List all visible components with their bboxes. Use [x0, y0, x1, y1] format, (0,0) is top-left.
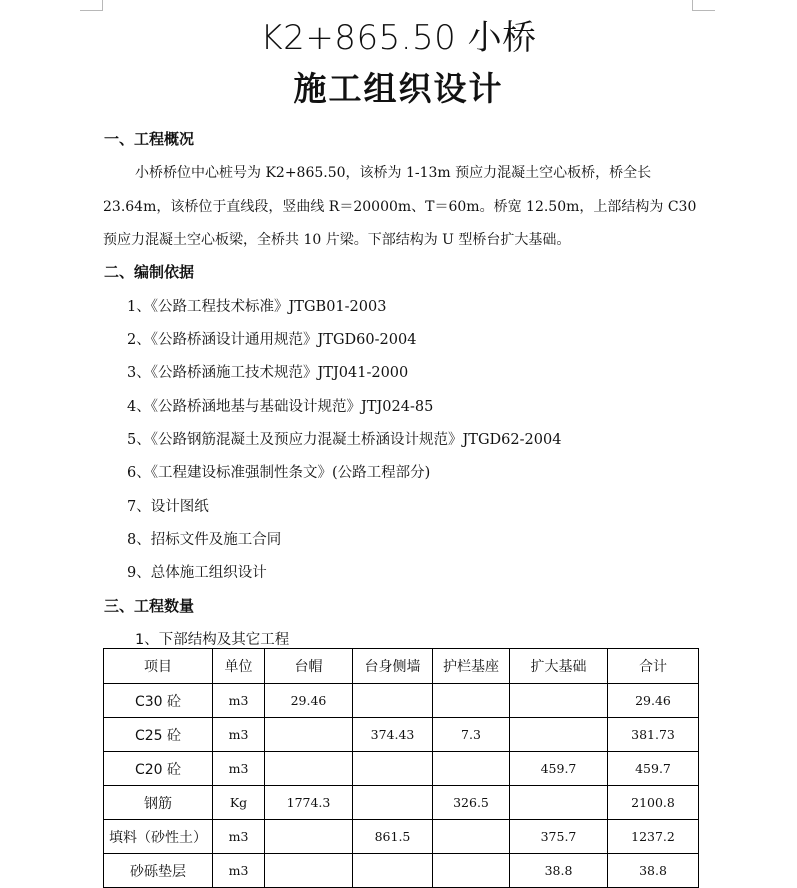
row-unit: m3 [213, 718, 265, 752]
quantities-table [103, 648, 699, 888]
table-row [104, 820, 699, 854]
row-foundation [510, 786, 608, 820]
header-foundation: 扩大基础 [510, 649, 608, 684]
basis-item-2: 2、《公路桥涵设计通用规范》JTGD60-2004 [127, 332, 417, 348]
row-total: 1237.2 [608, 820, 699, 854]
quantities-subheading: 1、下部结构及其它工程 [135, 632, 290, 648]
row-wall: 374.43 [353, 718, 433, 752]
basis-item-3: 3、《公路桥涵施工技术规范》JTJ041-2000 [127, 365, 409, 381]
row-guardrail-base [433, 752, 510, 786]
row-foundation: 459.7 [510, 752, 608, 786]
header-wall: 台身侧墙 [353, 649, 433, 684]
row-wall [353, 854, 433, 888]
overview-line-2: 23.64m，该桥位于直线段，竖曲线 R＝20000m、T＝60m。桥宽 12.50m，上部结构为 C30 [103, 199, 697, 215]
basis-item-1: 1、《公路工程技术标准》JTGB01-2003 [127, 299, 387, 315]
row-name: C20 砼 [104, 752, 213, 786]
row-guardrail-base [433, 820, 510, 854]
row-name: C30 砼 [104, 684, 213, 718]
row-foundation [510, 684, 608, 718]
row-total: 381.73 [608, 718, 699, 752]
row-foundation: 38.8 [510, 854, 608, 888]
row-unit: m3 [213, 854, 265, 888]
basis-item-9: 9、总体施工组织设计 [127, 565, 267, 581]
row-wall: 861.5 [353, 820, 433, 854]
basis-item-6: 6、《工程建设标准强制性条文》(公路工程部分) [127, 465, 431, 481]
row-unit: m3 [213, 820, 265, 854]
header-total: 合计 [608, 649, 699, 684]
header-guardrail-base: 护栏基座 [433, 649, 510, 684]
row-name: 砂砾垫层 [104, 854, 213, 888]
basis-item-5: 5、《公路钢筋混凝土及预应力混凝土桥涵设计规范》JTGD62-2004 [127, 432, 562, 448]
overview-line-1: 小桥桥位中心桩号为 K2+865.50，该桥为 1-13m 预应力混凝土空心板桥，桥全长 [135, 165, 652, 181]
row-foundation: 375.7 [510, 820, 608, 854]
row-cap [265, 718, 353, 752]
row-name: 填料（砂性土） [104, 820, 213, 854]
row-guardrail-base: 7.3 [433, 718, 510, 752]
row-total: 459.7 [608, 752, 699, 786]
row-total: 29.46 [608, 684, 699, 718]
row-unit: m3 [213, 752, 265, 786]
row-cap [265, 820, 353, 854]
row-name: 钢筋 [104, 786, 213, 820]
basis-item-8: 8、招标文件及施工合同 [127, 532, 282, 548]
row-unit: Kg [213, 786, 265, 820]
document-subtitle: 施工组织设计 [293, 69, 504, 108]
table-header-row [104, 649, 699, 684]
row-unit: m3 [213, 684, 265, 718]
section-heading-overview: 一、工程概况 [104, 130, 195, 148]
row-guardrail-base [433, 854, 510, 888]
table-row [104, 684, 699, 718]
row-cap: 1774.3 [265, 786, 353, 820]
row-total: 38.8 [608, 854, 699, 888]
header-unit: 单位 [213, 649, 265, 684]
row-guardrail-base: 326.5 [433, 786, 510, 820]
section-heading-quantities: 三、工程数量 [104, 597, 195, 615]
row-cap [265, 752, 353, 786]
document-title: K2+865.50 小桥 [260, 18, 537, 58]
row-wall [353, 684, 433, 718]
row-cap [265, 854, 353, 888]
header-item: 项目 [104, 649, 213, 684]
table-row [104, 752, 699, 786]
basis-item-7: 7、设计图纸 [127, 499, 209, 515]
row-name: C25 砼 [104, 718, 213, 752]
row-wall [353, 786, 433, 820]
overview-line-3: 预应力混凝土空心板梁，全桥共 10 片梁。下部结构为 U 型桥台扩大基础。 [103, 232, 571, 248]
row-foundation [510, 718, 608, 752]
row-cap: 29.46 [265, 684, 353, 718]
section-heading-basis: 二、编制依据 [104, 263, 195, 281]
table-row [104, 786, 699, 820]
basis-item-4: 4、《公路桥涵地基与基础设计规范》JTJ024-85 [127, 399, 434, 415]
header-cap: 台帽 [265, 649, 353, 684]
table-row [104, 718, 699, 752]
row-wall [353, 752, 433, 786]
row-guardrail-base [433, 684, 510, 718]
row-total: 2100.8 [608, 786, 699, 820]
table-row [104, 854, 699, 888]
